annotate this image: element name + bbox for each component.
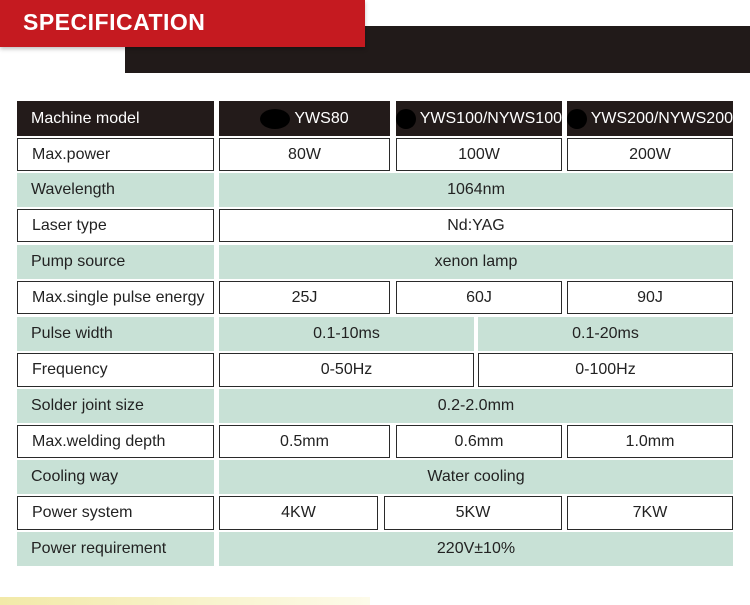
value: 80W bbox=[288, 145, 321, 163]
bottom-decorative-strip bbox=[0, 597, 370, 605]
header-model-cell bbox=[219, 101, 390, 136]
row-label: Wavelength bbox=[31, 181, 115, 198]
value-cell bbox=[219, 138, 390, 171]
value-cell bbox=[219, 532, 733, 566]
value-cell bbox=[219, 460, 733, 494]
value-cell bbox=[478, 317, 733, 351]
value-cell bbox=[219, 317, 474, 351]
row-label-cell bbox=[17, 138, 214, 171]
redacted-mark bbox=[260, 109, 290, 129]
value: 0.1-20ms bbox=[572, 325, 639, 342]
row-label: Laser type bbox=[32, 216, 107, 234]
value: 0.6mm bbox=[454, 432, 504, 450]
value-cell bbox=[396, 138, 562, 171]
value-cell bbox=[567, 496, 733, 530]
model-name: YWS100/NYWS100 bbox=[419, 109, 562, 127]
value: 1064nm bbox=[447, 181, 505, 198]
value-cell bbox=[219, 209, 733, 242]
header-label-cell bbox=[17, 101, 214, 136]
row-label: Solder joint size bbox=[31, 397, 144, 414]
value: 0.5mm bbox=[280, 432, 329, 450]
row-label: Power requirement bbox=[31, 540, 167, 557]
row-label-cell bbox=[17, 317, 214, 351]
row-label-cell bbox=[17, 173, 214, 207]
value: 5KW bbox=[455, 504, 491, 521]
row-label-cell bbox=[17, 245, 214, 279]
row-label-cell bbox=[17, 460, 214, 494]
value: xenon lamp bbox=[434, 253, 518, 270]
value: 0.2-2.0mm bbox=[437, 397, 515, 414]
redacted-mark bbox=[567, 109, 587, 129]
row-label-cell bbox=[17, 281, 214, 314]
value: 7KW bbox=[632, 504, 668, 521]
value: 200W bbox=[629, 145, 671, 163]
row-label-cell bbox=[17, 389, 214, 423]
page-title: SPECIFICATION bbox=[23, 9, 206, 35]
header-label: Machine model bbox=[31, 109, 140, 127]
row-label: Pump source bbox=[31, 253, 126, 270]
value: 60J bbox=[466, 288, 492, 306]
value-cell bbox=[567, 425, 733, 458]
value-cell bbox=[219, 281, 390, 314]
value: 4KW bbox=[281, 504, 316, 521]
value: 90J bbox=[637, 288, 663, 306]
row-label: Max.single pulse energy bbox=[32, 288, 205, 306]
model-name: YWS200/NYWS200 bbox=[590, 109, 733, 127]
value-cell bbox=[384, 496, 562, 530]
row-label: Frequency bbox=[32, 361, 108, 378]
row-label-cell bbox=[17, 496, 214, 530]
header-model-cell bbox=[567, 101, 733, 136]
row-label: Pulse width bbox=[31, 325, 113, 342]
value-cell bbox=[567, 138, 733, 171]
value: 25J bbox=[291, 288, 318, 306]
value-cell bbox=[219, 353, 474, 387]
value: 0.1-10ms bbox=[313, 325, 380, 342]
row-label: Max.power bbox=[32, 145, 111, 163]
row-label-cell bbox=[17, 353, 214, 387]
value: 220V±10% bbox=[436, 540, 516, 557]
value-cell bbox=[396, 425, 562, 458]
value: Water cooling bbox=[427, 468, 525, 485]
value-cell bbox=[219, 245, 733, 279]
row-label-cell bbox=[17, 425, 214, 458]
value: 100W bbox=[458, 145, 500, 163]
row-label: Cooling way bbox=[31, 468, 119, 485]
value-cell bbox=[567, 281, 733, 314]
redacted-mark bbox=[396, 109, 416, 129]
row-label: Max.welding depth bbox=[32, 432, 166, 450]
row-label-cell bbox=[17, 209, 214, 242]
row-label: Power system bbox=[32, 504, 133, 521]
value-cell bbox=[478, 353, 733, 387]
value-cell bbox=[219, 496, 378, 530]
value-cell bbox=[219, 173, 733, 207]
value-cell bbox=[396, 281, 562, 314]
value-cell bbox=[219, 425, 390, 458]
row-label-cell bbox=[17, 532, 214, 566]
model-name: YWS80 bbox=[294, 109, 349, 127]
value: 0-100Hz bbox=[575, 361, 636, 378]
value-cell bbox=[219, 389, 733, 423]
banner bbox=[0, 0, 365, 47]
value: 1.0mm bbox=[625, 432, 675, 450]
value: Nd:YAG bbox=[447, 216, 505, 234]
header-model-cell bbox=[396, 101, 562, 136]
value: 0-50Hz bbox=[320, 361, 373, 378]
